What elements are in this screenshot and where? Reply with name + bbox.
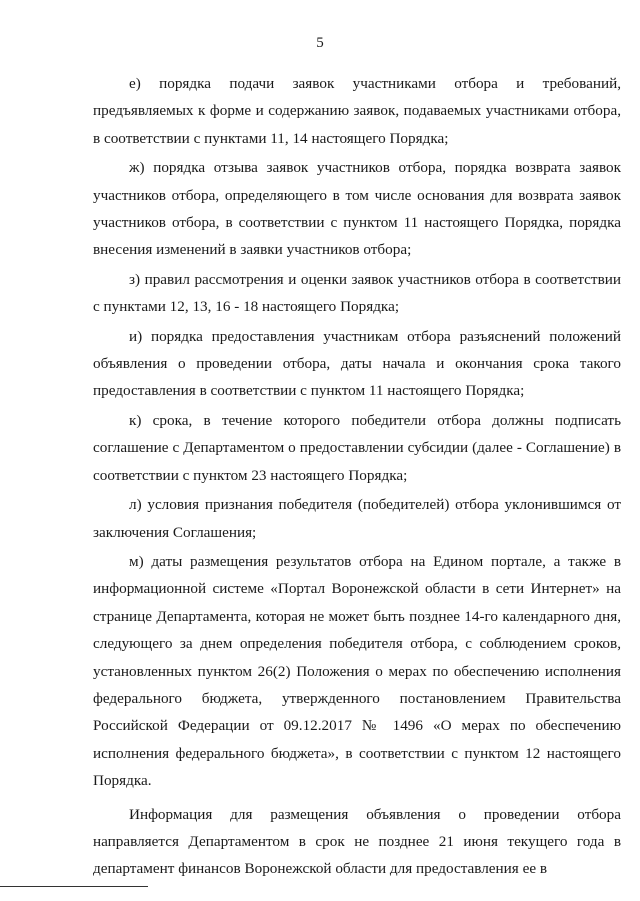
document-body xyxy=(93,70,621,885)
footer-divider xyxy=(0,886,148,887)
paragraph-information: Информация для размещения объявления о проведении отбора направляется Департаментом в срок не позднее 21 июня текущего года в департамент финансов Воронежской области для предоставления ее в xyxy=(93,805,621,878)
paragraph-l: л) условия признания победителя (победителей) отбора уклонившимся от заключения Соглашения; xyxy=(93,496,621,541)
paragraph-m: м) даты размещения результатов отбора на Едином портале, а также в информационной системе «Портал Воронежской области в сети Интернет» на странице Департамента, которая не может быть позднее 14-го календарного дня, следующего за днем определения победителя отбора, с соблюдением сроков, установленных пунктом 26(2) Положения о мерах по обеспечению исполнения федерального бюджета, утвержденного постановлением Правительства Российской Федерации от 09.12.2017 № 1496 «О мерах по обеспечению исполнения федерального бюджета», в соответствии с пунктом 12 настоящего Порядка. xyxy=(93,552,621,790)
page-number: 5 xyxy=(316,35,324,51)
paragraph-e: е) порядка подачи заявок участниками отбора и требований, предъявляемых к форме и содержанию заявок, подаваемых участниками отбора, в соответствии с пунктами 11, 14 настоящего Порядка; xyxy=(93,75,621,147)
paragraph-zh: ж) порядка отзыва заявок участников отбора, порядка возврата заявок участников отбора, определяющего в том числе основания для возврата заявок участников отбора, в соответствии с пунктом 11 настоящего Порядка, порядка внесения изменений в заявки участников отбора; xyxy=(93,159,621,259)
paragraph-z: з) правил рассмотрения и оценки заявок участников отбора в соответствии с пунктами 12, 13, 16 - 18 настоящего Порядка; xyxy=(93,270,621,316)
paragraph-i: и) порядка предоставления участникам отбора разъяснений положений объявления о проведении отбора, даты начала и окончания срока такого предоставления в соответствии с пунктом 11 настоящего Порядка; xyxy=(93,327,621,400)
paragraph-k: к) срока, в течение которого победители отбора должны подписать соглашение с Департаментом о предоставлении субсидии (далее - Соглашение) в соответствии с пунктом 23 настоящего Порядка; xyxy=(93,411,621,484)
